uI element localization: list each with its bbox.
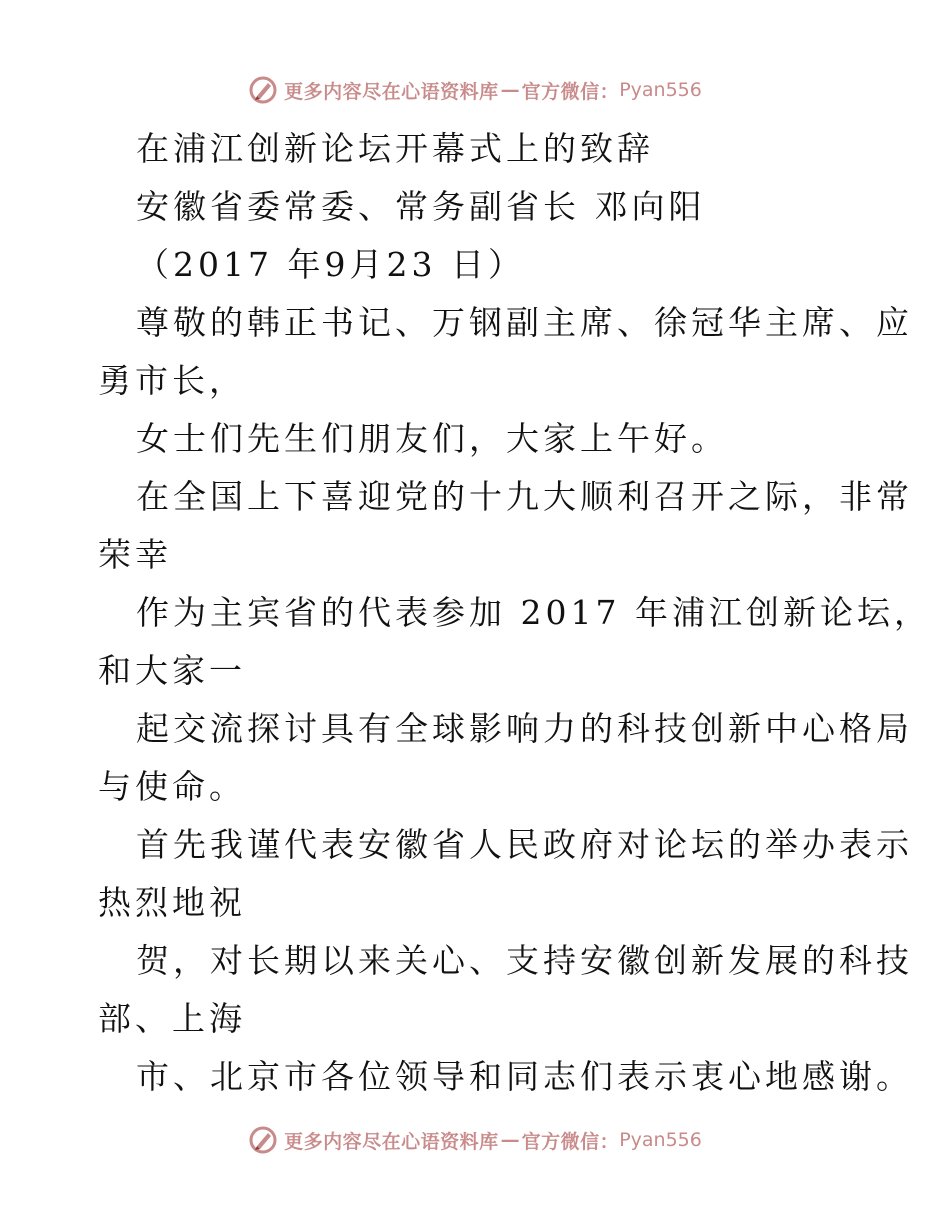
- text-line: 勇市长，: [98, 361, 246, 400]
- banner-dash: —: [500, 79, 520, 101]
- pen-logo-icon: [248, 1125, 278, 1155]
- footer-banner: [0, 1120, 950, 1160]
- text-line: 首先我谨代表安徽省人民政府对论坛的举办表示: [136, 825, 913, 864]
- banner-wechat-id: Pyan556: [619, 79, 702, 101]
- text-line: 尊敬的韩正书记、万钢副主席、徐冠华主席、应: [136, 303, 913, 342]
- text-line: 在全国上下喜迎党的十九大顺利召开之际，非常: [136, 477, 913, 516]
- banner-title: 更多内容尽在心语资料库: [284, 1130, 499, 1153]
- text-line: 在浦江创新论坛开幕式上的致辞: [136, 129, 654, 168]
- header-banner: [0, 70, 950, 110]
- text-line: 贺，对长期以来关心、支持安徽创新发展的科技: [136, 941, 913, 980]
- banner-wechat-label: 官方微信：: [521, 1130, 620, 1153]
- document-body: [98, 120, 931, 1106]
- banner-wechat-id: Pyan556: [619, 1129, 702, 1151]
- text-line: （2017 年9月23 日）: [136, 245, 525, 284]
- text-line: 市、北京市各位领导和同志们表示衷心地感谢。: [136, 1057, 913, 1096]
- banner-dash: —: [500, 1129, 520, 1151]
- text-line: 与使命。: [98, 767, 246, 806]
- banner-wechat-label: 官方微信：: [521, 80, 620, 103]
- text-line: 热烈地祝: [98, 883, 246, 922]
- pen-logo-icon: [248, 75, 278, 105]
- text-line: 作为主宾省的代表参加 2017 年浦江创新论坛，: [136, 593, 931, 632]
- text-line: 部、上海: [98, 999, 246, 1038]
- text-line: 女士们先生们朋友们，大家上午好。: [136, 419, 728, 458]
- text-line: 荣幸: [98, 535, 172, 574]
- text-line: 起交流探讨具有全球影响力的科技创新中心格局: [136, 709, 913, 748]
- text-line: 安徽省委常委、常务副省长 邓向阳: [136, 187, 706, 226]
- banner-title: 更多内容尽在心语资料库: [284, 80, 499, 103]
- text-line: 和大家一: [98, 651, 246, 690]
